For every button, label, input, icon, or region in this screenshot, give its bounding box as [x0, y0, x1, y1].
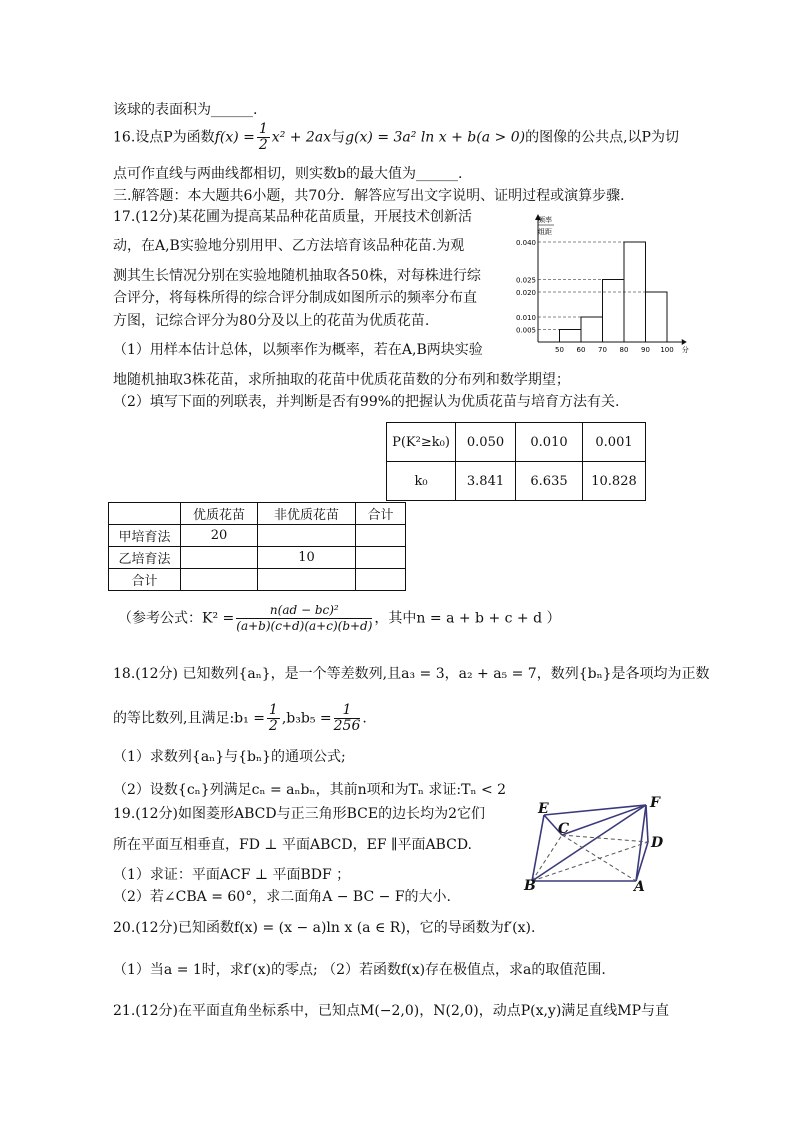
histogram-bar — [581, 317, 603, 342]
q18-part1: （1）求数列{aₙ}与{bₙ}的通项公式; — [113, 749, 346, 765]
k-table-head-0: P(K²≥k₀) — [387, 423, 456, 462]
q17-line2: 动，在A,B实验地分别用甲、乙方法培育该品种花苗.为观 — [113, 238, 465, 254]
k-table-cell-3: 10.828 — [583, 462, 646, 501]
q18-line1: 18.(12分) 已知数列{aₙ}，是一个等差数列,且a₃ = 3，a₂ + a₅ = 7，数列{bₙ}是各项均为正数 — [113, 666, 710, 682]
formula-den: (a+b)(c+d)(a+c)(b+d) — [236, 619, 373, 633]
y-tick-label: 0.040 — [515, 239, 536, 247]
y-label-top: 频率 — [538, 216, 552, 224]
ct-row2-c1 — [181, 547, 258, 569]
q18-f1-num: 1 — [268, 702, 278, 718]
q16-frac-num: 1 — [258, 121, 268, 137]
section3-heading: 三.解答题：本大题共6小题，共70分．解答应写出文字说明、证明过程或演算步骤． — [113, 188, 635, 204]
label-B: B — [524, 878, 536, 894]
ct-row1-c2 — [258, 525, 356, 547]
q17-line6: （1）用样本估计总体，以频率作为概率，若在A,B两块实验 — [113, 342, 483, 358]
q18-line2 — [113, 703, 367, 734]
q18-l2-prefix: 的等比数列,且满足:b₁ = — [113, 710, 265, 727]
q16-f-rest: x² + 2ax — [271, 129, 332, 146]
k-table-cell-1: 3.841 — [456, 462, 516, 501]
ct-row3-c2 — [258, 569, 356, 591]
ct-row1-c1: 20 — [181, 525, 258, 547]
k-table-head-2: 0.010 — [516, 423, 583, 462]
x-tick-label: 50 — [555, 346, 564, 354]
q19-line2: 所在平面互相垂直，FD ⊥ 平面ABCD，EF ∥平面ABCD. — [113, 837, 472, 853]
label-F: F — [650, 795, 660, 811]
q19-part1: （1）求证：平面ACF ⊥ 平面BDF ； — [113, 867, 351, 883]
ct-head-3: 合计 — [356, 503, 406, 525]
x-tick-label: 70 — [598, 346, 607, 354]
q17-line4: 合评分，将每株所得的综合评分制成如图所示的频率分布直 — [113, 290, 477, 306]
k-table-head-3: 0.001 — [583, 423, 646, 462]
y-tick-label: 0.010 — [515, 314, 536, 322]
ct-row3-label: 合计 — [109, 569, 181, 591]
q17-line7: 地随机抽取3株花苗，求所抽取的花苗中优质花苗数的分布列和数学期望； — [113, 372, 570, 388]
q16-prefix: 16.设点P为函数 — [113, 129, 215, 146]
q18-f2-num: 1 — [334, 703, 361, 719]
frequency-histogram — [512, 212, 692, 360]
q17-line1: 17.(12分)某花圃为提高某品种花苗质量，开展技术创新活 — [113, 209, 473, 225]
q17-line8: （2）填写下面的列联表，并判断是否有99%的把握认为优质花苗与培育方法有关. — [113, 394, 620, 410]
edge-FD — [646, 805, 648, 842]
q15-tail: 该球的表面积为______. — [113, 102, 258, 118]
edge-CD — [562, 835, 648, 842]
label-C: C — [558, 821, 570, 837]
q18-f2-den: 256 — [333, 718, 361, 734]
y-tick-label: 0.005 — [515, 326, 536, 335]
q21-line1: 21.(12分)在平面直角坐标系中，已知点M(−2,0)，N(2,0)，动点P(x,y)满足直线MP与直 — [113, 1003, 670, 1019]
q16-frac-den: 2 — [258, 137, 268, 153]
edge-BE — [532, 815, 544, 881]
q19-line1: 19.(12分)如图菱形ABCD与正三角形BCE的边长均为2它们 — [113, 806, 485, 822]
contingency-table — [108, 502, 406, 591]
label-E: E — [538, 801, 549, 817]
ct-row2-c3 — [356, 547, 406, 569]
label-D: D — [651, 835, 664, 851]
ct-head-2: 非优质花苗 — [258, 503, 356, 525]
k-table-cell-0: k₀ — [387, 462, 456, 501]
q17-line5: 方图，记综合评分为80分及以上的花苗为优质花苗. — [113, 313, 430, 329]
q18-fraction-2 — [334, 703, 361, 734]
q19-part2: （2）若∠CBA = 60°，求二面角A − BC − F的大小. — [113, 889, 451, 905]
critical-value-table — [386, 422, 646, 501]
x-axis-arrow — [682, 339, 687, 345]
q20-line1: 20.(12分)已知函数f(x) = (x − a)ln x (a ∈ R)，它的导函数为f′(x). — [113, 920, 536, 936]
q18-f1-den: 2 — [268, 718, 278, 734]
q16-mid: 与 — [331, 129, 346, 146]
q16-line2: 点可作直线与两曲线都相切，则实数b的最大值为______. — [113, 166, 463, 182]
x-tick-label: 60 — [576, 346, 586, 354]
edge-BF — [532, 805, 646, 881]
q16-suffix: 的图像的公共点,以P为切 — [525, 129, 679, 146]
q18-part2: （2）设数{cₙ}列满足cₙ = aₙbₙ，其前n项和为Tₙ 求证:Tₙ < 2 — [113, 782, 507, 798]
ct-row2-label: 乙培育法 — [109, 547, 181, 569]
formula-prefix: （参考公式：K² = — [118, 610, 235, 627]
edge-BD — [532, 842, 648, 881]
ct-head-0 — [109, 503, 181, 525]
y-tick-label: 0.020 — [515, 289, 536, 297]
q18-l2-suffix: . — [362, 710, 367, 727]
solid-geometry-figure — [522, 795, 672, 895]
ct-row2-c2: 10 — [258, 547, 356, 569]
formula-suffix: ，其中n = a + b + c + d ） — [374, 610, 561, 627]
x-unit-label: 分 — [681, 346, 689, 354]
y-label-bottom: 组距 — [538, 228, 552, 236]
q16-fraction — [257, 122, 270, 153]
formula-num: n(ad − bc)² — [236, 603, 372, 619]
q16-line1 — [113, 122, 679, 153]
histogram-bar — [560, 330, 582, 343]
q20-line2: （1）当a = 1时，求f′(x)的零点; （2）若函数f(x)存在极值点，求a的取值范围. — [113, 962, 606, 978]
q18-fraction-1 — [267, 703, 280, 734]
x-tick-label: 90 — [641, 346, 650, 354]
formula-fraction — [236, 603, 372, 634]
ct-head-1: 优质花苗 — [181, 503, 258, 525]
ct-row3-c3 — [356, 569, 406, 591]
x-tick-label: 80 — [619, 346, 629, 354]
reference-formula — [118, 603, 561, 634]
q16-f: f(x) = — [214, 129, 255, 146]
q17-line3: 测其生长情况分别在实验地随机抽取各50株，对每株进行综 — [113, 268, 481, 284]
k-table-cell-2: 6.635 — [516, 462, 583, 501]
q16-g: g(x) = 3a² ln x + b(a > 0) — [345, 129, 526, 146]
x-tick-label: 100 — [660, 346, 674, 354]
k-table-head-1: 0.050 — [456, 423, 516, 462]
histogram-bar — [646, 292, 668, 342]
histogram-bar — [603, 280, 625, 343]
ct-row3-c1 — [181, 569, 258, 591]
ct-row1-label: 甲培育法 — [109, 525, 181, 547]
q18-l2-mid: ,b₃b₅ = — [281, 710, 332, 727]
ct-row1-c3 — [356, 525, 406, 547]
edge-FA — [636, 805, 646, 881]
label-A: A — [634, 879, 645, 895]
y-tick-label: 0.025 — [515, 276, 536, 285]
